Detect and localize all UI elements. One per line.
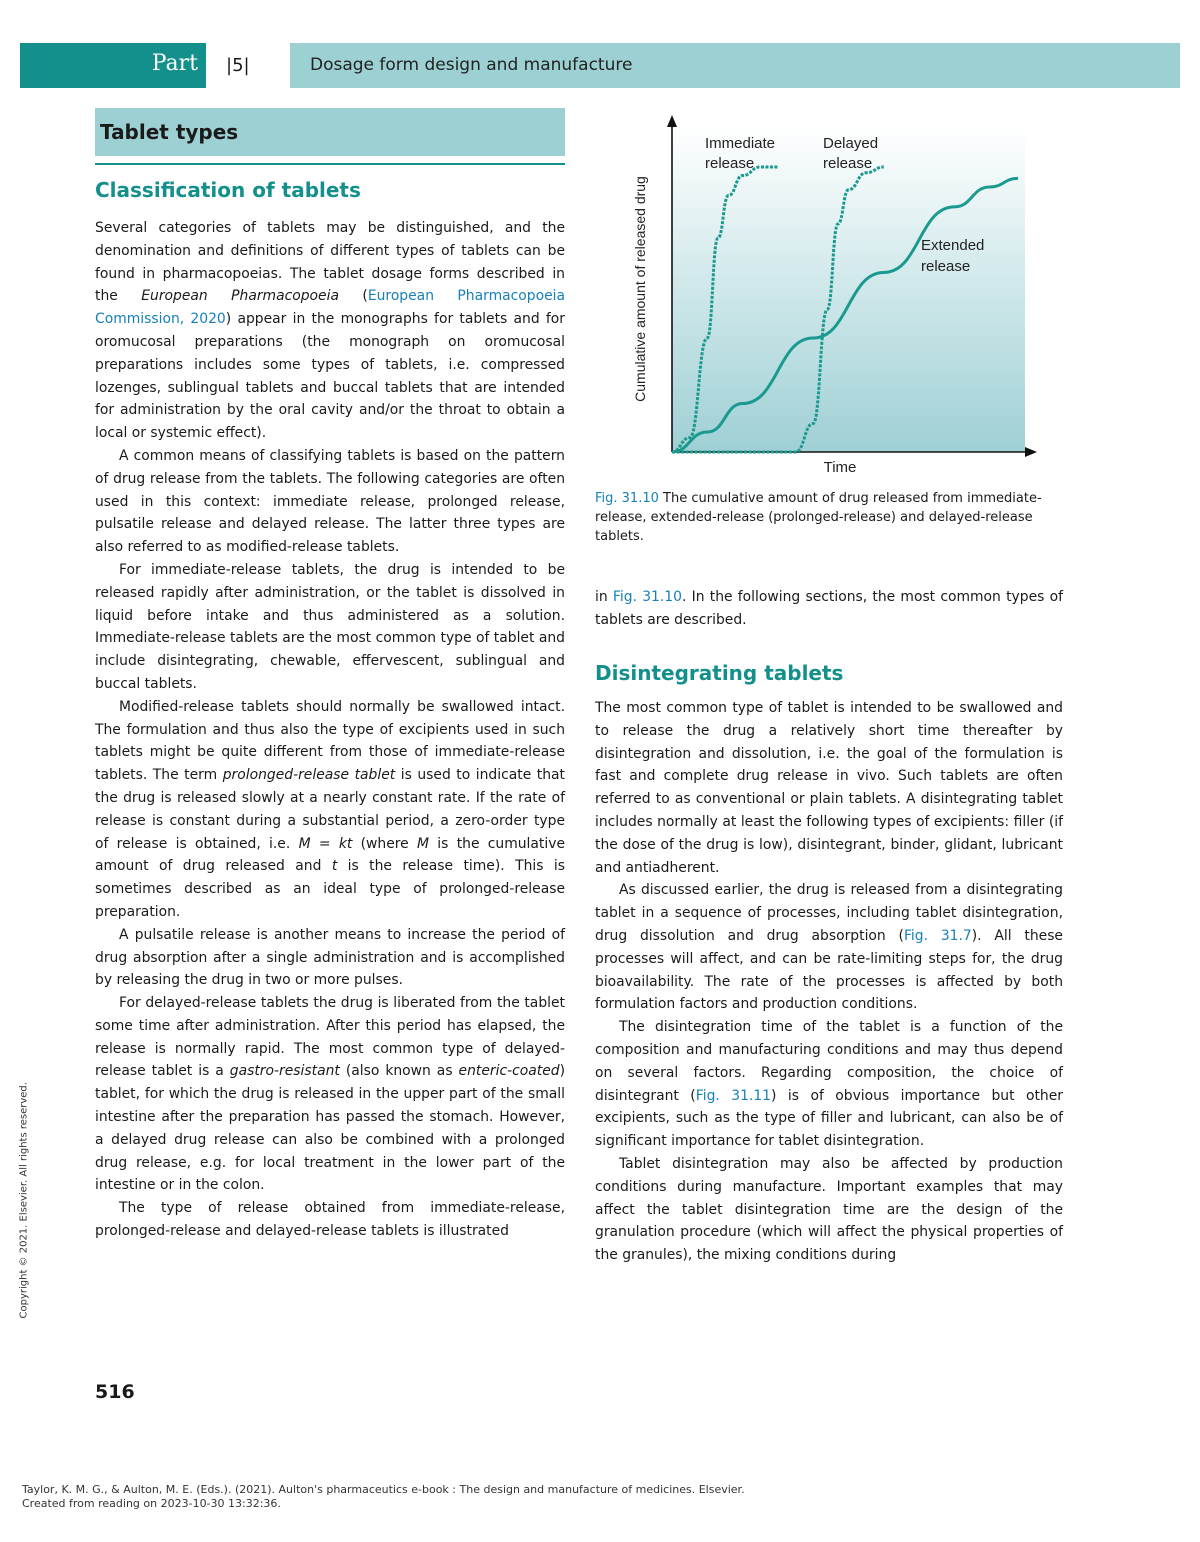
text: ( [338,288,368,305]
running-header [20,43,1180,88]
x-axis-label: Time [823,459,857,476]
paragraph [95,992,565,1197]
y-axis-label: Cumulative amount of released drug [632,176,648,402]
text: = [310,835,339,852]
x-axis-arrow [1025,447,1037,457]
label-delayed-2: release [823,155,873,172]
text: ) appear in the monographs for tablets and for oromucosal preparations (the monograph on oromucosal preparations includes some types of tablets, i.e. compressed lozenges, sublingual tablets and buccal tablets that are intended for administration by the oral cavity and/or the throat to obtain a local or systemic effect). [95,311,566,442]
text: Several categories of tablets may be distinguished, and the denomination and definitions of different types of tablets can be found in pharmacopoeias. The tablet dosage forms described in the [95,220,565,305]
text: As discussed earlier, the drug is released from a disintegrating tablet in a sequence of processes, including tablet disintegration, drug dissolution and drug absorption ( [595,882,1063,944]
part-title: Dosage form design and manufacture [290,43,1180,88]
plot-panel [672,125,1025,452]
text: For delayed-release tablets the drug is liberated from the tablet some time after administration. After this period has elapsed, the release is normally rapid. The most common type of delayed-release tablet is a [95,995,565,1080]
page-number: 516 [95,1381,135,1403]
text: is the release time). This is sometimes described as an ideal type of prolonged-release preparation. [95,858,565,920]
paragraph: Tablet disintegration may also be affected by production conditions during manufacture. Important examples that may affect the tablet disintegration time are the design of the granulation procedure (which will affect the physical properties of the granules), the mixing conditions during [595,1155,1063,1264]
section-title-box [95,108,565,156]
text: (also known as [339,1063,459,1080]
figure-link[interactable]: Fig. 31.10 [612,589,682,605]
citation-footer: Taylor, K. M. G., & Aulton, M. E. (Eds.). (2021). Aulton's pharmaceutics e-book : The design and manufacture of medicines. Elsevier. [22,1483,745,1496]
part-label-box [20,43,206,88]
text: ) tablet, for which the drug is released in the upper part of the small intestine after the preparation has passed the stomach. However, a delayed drug release can also be combined with a prolonged drug release, e.g. for local treatment in the lower part of the intestine or in the colon. [95,1063,565,1194]
heading-disintegrating: Disintegrating tablets [595,661,844,685]
math-var: M [417,835,429,852]
italic-term: enteric-coated [458,1063,560,1080]
paragraph: The type of release obtained from immediate-release, prolonged-release and delayed-release tablets is illustrated [95,1200,565,1240]
paragraph: A pulsatile release is another means to increase the period of drug absorption after a single administration and is accomplished by releasing the drug in two or more pulses. [95,926,565,989]
paragraph [595,879,1063,1016]
left-column [95,217,565,1243]
text: . In the following sections, the most common types of tablets are described. [595,589,1063,628]
paragraph: The most common type of tablet is intended to be swallowed and to release the drug a relatively short time thereafter by disintegration and dissolution, i.e. the goal of the formulation is fast and complete drug release in vivo. Such tablets are often referred to as conventional or plain tablets. A disintegrating tablet includes normally at least the following types of excipients: filler (if the dose of the drug is low), disintegrant, binder, glidant, lubricant and antiadherent. [595,700,1063,876]
right-column-intro [595,586,1063,632]
text: ). All these processes will affect, and can be rate-limiting steps for, the drug bioavailability. The rate of the processes is affected by both formulation factors and production conditions. [595,927,1063,1013]
italic-text: European Pharmacopoeia [141,288,339,305]
label-immediate: Immediate [705,135,776,152]
part-number: |5| [206,43,290,88]
section-divider [95,163,565,165]
label-immediate-2: release [705,155,755,172]
paragraph [95,696,565,924]
section-title: Tablet types [100,120,239,144]
heading-classification: Classification of tablets [95,178,361,202]
figure-caption-label: Fig. 31.10 [595,491,659,506]
paragraph [595,1016,1063,1153]
label-delayed: Delayed [823,135,879,152]
italic-term: prolonged-release tablet [222,767,396,784]
figure-link[interactable]: Fig. 31.7 [903,927,972,944]
math-var: M [298,835,311,852]
figure-link[interactable]: Fig. 31.11 [695,1087,772,1104]
right-column [595,697,1063,1267]
text: is the cumulative amount of drug released and [95,835,565,875]
text: in [595,589,613,605]
label-extended-2: release [921,258,971,275]
text: ) is of obvious importance but other excipients, such as the type of filler and lubricant, can also be of significant importance for tablet disintegration. [595,1087,1063,1150]
math-var: t [331,858,338,875]
italic-term: gastro-resistant [229,1063,340,1080]
text: Modified-release tablets should normally be swallowed intact. The formulation and thus also the type of excipients used in such tablets might be quite different from those of immediate-release tablets. The term [95,698,565,784]
text: (where [352,835,417,852]
part-label: Part [151,51,198,76]
paragraph: For immediate-release tablets, the drug is intended to be released rapidly after administration, or the tablet is dissolved in liquid before intake and thus administered as a solution. Immediate-release tablets are the most common type of tablet and include disintegrating, chewable, effervescent, sublingual and buccal tablets. [95,561,565,692]
y-axis-arrow [667,115,677,127]
release-profile-chart [625,115,1045,485]
text: The disintegration time of the tablet is a function of the composition and manufacturing conditions and may thus depend on several factors. Regarding composition, the choice of disintegrant ( [595,1019,1063,1104]
math-var: kt [338,835,353,852]
copyright-notice: Copyright © 2021. Elsevier. All rights reserved. [18,1082,30,1319]
paragraph [595,586,1063,632]
paragraph: A common means of classifying tablets is based on the pattern of drug release from the tablets. The following categories are often used in this context: immediate release, prolonged release, pulsatile release and delayed release. The latter three types are also referred to as modified-release tablets. [95,447,565,556]
paragraph [95,217,565,445]
text: is used to indicate that the drug is released slowly at a nearly constant rate. If the rate of release is constant during a substantial period, a zero-order type of release is obtained, i.e. [95,767,565,852]
figure-caption [595,489,1065,546]
access-footer: Created from reading on 2023-10-30 13:32:36. [22,1497,281,1510]
figure-caption-text: The cumulative amount of drug released from immediate-release, extended-release (prolonged-release) and delayed-release tablets. [595,491,1042,544]
reference-link[interactable]: European Pharmacopoeia Commission, 2020 [95,288,565,328]
label-extended: Extended [921,237,985,254]
